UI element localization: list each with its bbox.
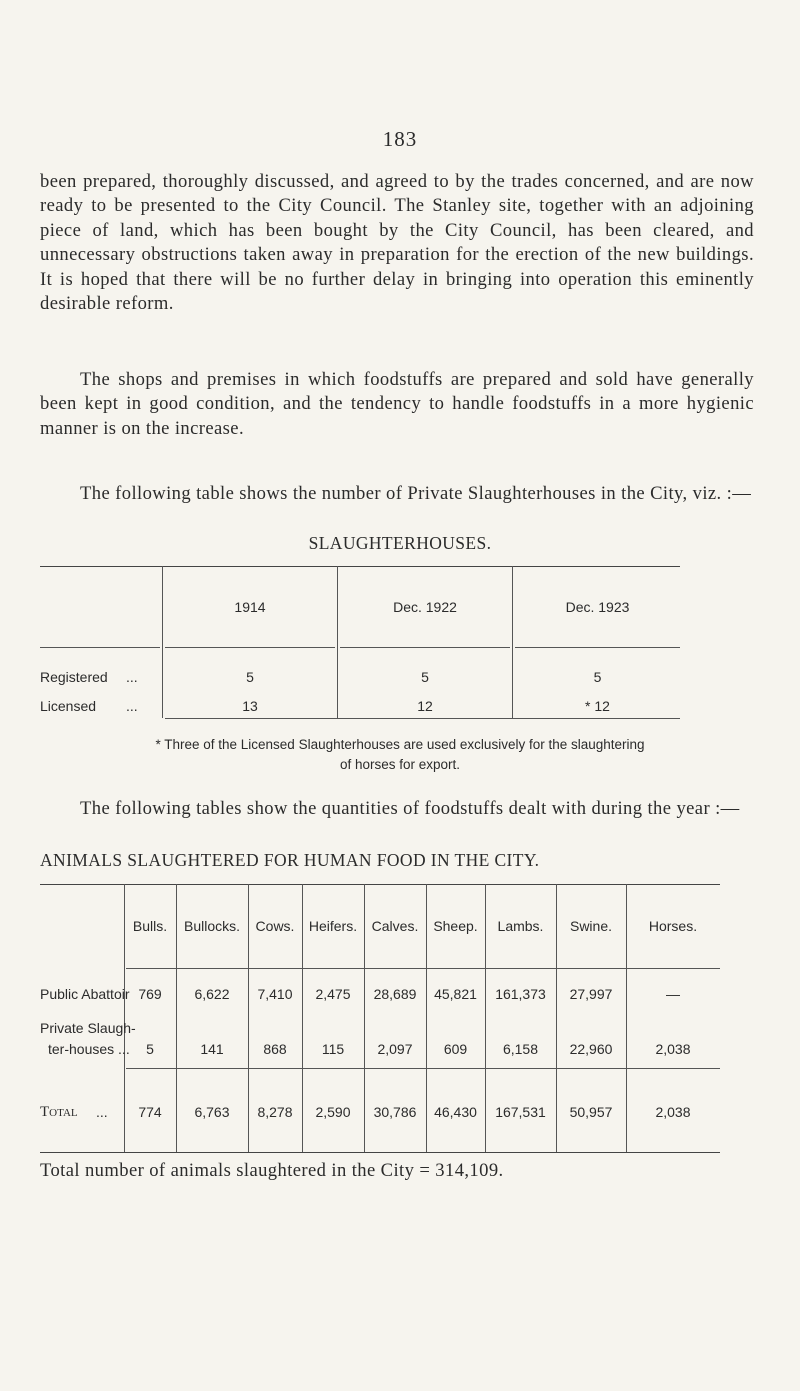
column-header: 1914 <box>234 599 266 615</box>
total-label: Total <box>40 1104 78 1120</box>
total-cell: 30,786 <box>373 1104 417 1120</box>
column-header: Swine. <box>569 918 613 934</box>
column-header: Bulls. <box>132 918 168 934</box>
table-cell: * 12 <box>585 698 610 714</box>
animals-heading: ANIMALS SLAUGHTERED FOR HUMAN FOOD IN THE CITY. <box>40 850 540 870</box>
table-cell: 2,475 <box>315 986 351 1002</box>
paragraph-3: The following table shows the number of Private Slaughterhouses in the City, viz. :— <box>80 483 752 504</box>
table-top-rule <box>40 566 680 567</box>
column-header: Horses. <box>648 918 698 934</box>
column-header: Heifers. <box>308 918 358 934</box>
row-label: Registered <box>40 669 108 685</box>
table-cell: 868 <box>263 1041 287 1057</box>
column-header: Calves. <box>371 918 419 934</box>
table-cell: 5 <box>593 669 602 685</box>
header-rule <box>340 647 510 648</box>
table-bottom-rule <box>165 718 680 719</box>
body-rule <box>126 1068 720 1069</box>
page-number: 183 <box>382 127 418 151</box>
footnote-line-2: of horses for export. <box>339 757 461 772</box>
table-cell: — <box>666 986 680 1002</box>
column-divider <box>162 566 163 718</box>
table-cell: 769 <box>138 986 162 1002</box>
header-rule <box>165 647 335 648</box>
total-cell: 774 <box>138 1104 162 1120</box>
row-dots: ... <box>126 669 138 685</box>
table-top-rule <box>40 884 720 885</box>
table-cell: 5 <box>146 1041 154 1057</box>
header-rule <box>515 647 680 648</box>
slaughterhouses-heading: SLAUGHTERHOUSES. <box>308 533 492 553</box>
total-cell: 6,763 <box>194 1104 230 1120</box>
row-label: Private Slaugh- <box>40 1020 136 1036</box>
table-cell: 161,373 <box>495 986 546 1002</box>
paragraph-2: The shops and premises in which foodstuffs are prepared and sold have generally been kept in good condition, and the tendency to handle foodstuffs in a more hygienic manner is on the increase. <box>40 369 754 439</box>
table-cell: 115 <box>321 1041 345 1057</box>
row-dots: ... <box>126 698 138 714</box>
table-cell: 27,997 <box>569 986 613 1002</box>
column-header: Sheep. <box>433 918 478 934</box>
header-rule <box>40 647 160 648</box>
total-cell: 46,430 <box>434 1104 477 1120</box>
summary-line: Total number of animals slaughtered in the City = 314,109. <box>40 1160 504 1181</box>
column-divider <box>512 566 513 718</box>
table-cell: 12 <box>417 698 433 714</box>
row-dots: ... <box>96 1104 108 1120</box>
row-label-continued: ter-houses ... <box>48 1041 130 1057</box>
total-cell: 2,038 <box>655 1104 691 1120</box>
column-header: Dec. 1923 <box>565 599 630 615</box>
table-cell: 28,689 <box>373 986 417 1002</box>
table-cell: 6,622 <box>194 986 230 1002</box>
header-rule <box>126 968 720 969</box>
total-cell: 2,590 <box>315 1104 351 1120</box>
paragraph-1: been prepared, thoroughly discussed, and agreed to by the trades concerned, and are now ready to be presented to the City Council. The Stanley site, together with an adjoining piece of land, which has been bought by the City Council, has been cleared, and unnecessary obstructions taken away in preparation for the erection of the new buildings. It is hoped that there will be no further delay in bringing into operation this eminently desirable reform. <box>40 171 754 315</box>
row-label: Licensed <box>40 698 97 714</box>
column-header: Cows. <box>255 918 295 934</box>
table-cell: 6,158 <box>502 1041 539 1057</box>
table-cell: 22,960 <box>569 1041 613 1057</box>
table-cell: 2,038 <box>655 1041 691 1057</box>
column-header: Dec. 1922 <box>393 599 457 615</box>
total-cell: 167,531 <box>495 1104 546 1120</box>
paragraph-4: The following tables show the quantities of foodstuffs dealt with during the year :— <box>80 798 740 819</box>
table-cell: 5 <box>246 669 254 685</box>
column-header: Bullocks. <box>183 918 241 934</box>
table-cell: 13 <box>242 698 258 714</box>
table-cell: 45,821 <box>434 986 477 1002</box>
row-label: Public Abattoir <box>40 986 130 1002</box>
table-cell: 609 <box>443 1041 468 1057</box>
footnote-line-1: * Three of the Licensed Slaughterhouses are used exclusively for the slaughtering <box>155 737 645 752</box>
table-cell: 141 <box>200 1041 224 1057</box>
column-divider <box>337 566 338 718</box>
table-cell: 2,097 <box>377 1041 413 1057</box>
table-cell: 5 <box>421 669 429 685</box>
table-bottom-rule <box>40 1152 720 1153</box>
column-header: Lambs. <box>497 918 544 934</box>
total-cell: 8,278 <box>257 1104 293 1120</box>
total-cell: 50,957 <box>569 1104 613 1120</box>
table-cell: 7,410 <box>257 986 293 1002</box>
